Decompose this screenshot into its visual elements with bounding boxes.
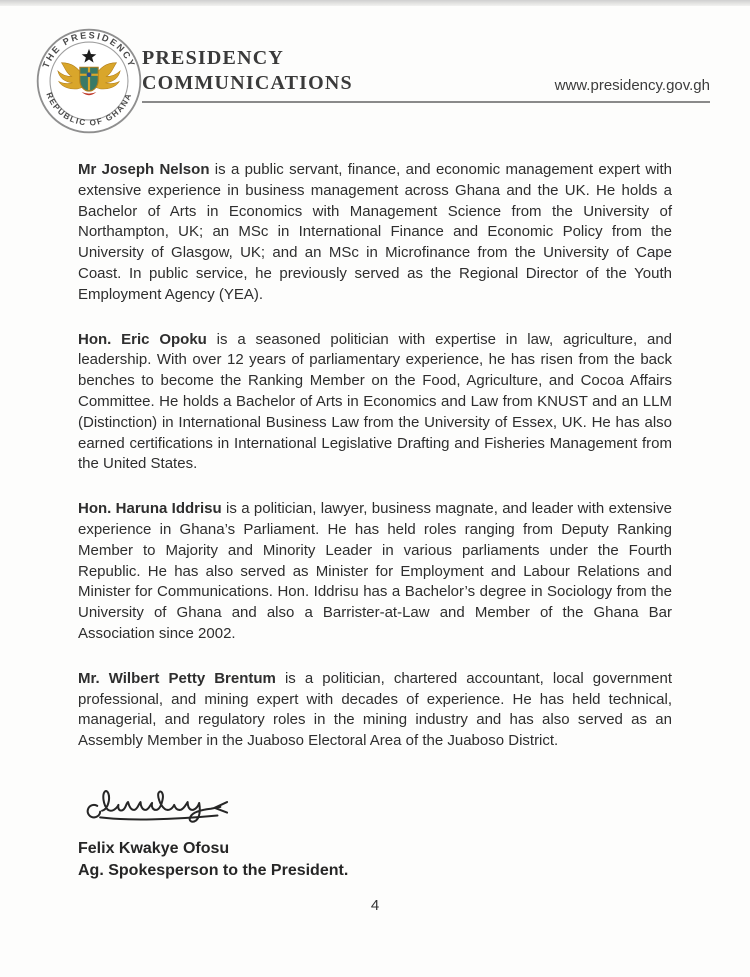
person-name: Hon. Haruna Iddrisu (78, 500, 222, 518)
brand-title (142, 46, 353, 96)
bio-text: is a politician, lawyer, business magnate, and leader with extensive experience in Ghana’s Parliament. He has held roles ranging from Deputy Ranking Member to Majority and Minority Leader in various parliaments under the Fourth Republic. He has also served as Minister for Employment and Labour Relations and Minister for Communications. Hon. Iddrisu has a Bachelor’s degree in Sociology from the University of Ghana and also a Barrister-at-Law and Member of the Ghana Bar Association since 2002. (78, 500, 672, 642)
seal-top-text: THE PRESIDENCY (40, 30, 138, 70)
bio-text: is a seasoned politician with expertise in law, agriculture, and leadership. With over 12 years of parliamentary experience, he has risen from the back benches to become the Ranking Member on the Food, Agriculture, and Cocoa Affairs Committee. He holds a Bachelor of Arts in Economics and Law from KNUST and an LLM (Distinction) in International Business Law from the University of Essex, UK. He has also earned certifications in International Legislative Drafting and Fisheries Management from the United States. (78, 330, 673, 473)
person-name: Hon. Eric Opoku (78, 330, 207, 348)
bio-paragraph-eric-opoku (78, 330, 672, 476)
seal-bottom-text: REPUBLIC OF GHANA (44, 91, 134, 128)
page-number: 4 (370, 897, 380, 914)
person-name: Mr. Wilbert Petty Brentum (78, 669, 276, 687)
bio-paragraph-haruna-iddrisu (78, 499, 672, 645)
letterhead (0, 0, 750, 160)
signature-block (78, 778, 672, 883)
signatory-name: Felix Kwakye Ofosu (78, 839, 230, 857)
presidency-seal-icon (34, 26, 144, 136)
brand-line-2: COMMUNICATIONS (142, 72, 353, 94)
header-text-block (142, 46, 710, 111)
bio-text: is a public servant, finance, and economic management expert with extensive experience in business management across Ghana and the UK. He holds a Bachelor of Arts in Economics with Management Science from the University of Northampton, UK; an MSc in International Finance and Economic Policy from the University of Glasgow, UK; and an MSc in Microfinance from the University of Cape Coast. In public service, he previously served as the Regional Director of the Youth Employment Agency (YEA). (78, 161, 672, 303)
handwritten-signature-icon (84, 778, 249, 828)
website-url: www.presidency.gov.gh (554, 77, 710, 94)
person-name: Mr Joseph Nelson (78, 161, 210, 178)
header-divider (142, 101, 710, 103)
bio-paragraph-joseph-nelson (78, 160, 672, 306)
bio-paragraph-wilbert-brentum (78, 669, 672, 752)
signatory-title: Ag. Spokesperson to the President. (78, 862, 349, 880)
bio-text: is a politician, chartered accountant, local government professional, and mining expert with decades of experience. He has held technical, managerial, and regulatory roles in the mining industry and has also served as an Assembly Member in the Juaboso Electoral Area of the Juaboso District. (78, 669, 672, 750)
document-body (78, 160, 672, 883)
brand-line-1: PRESIDENCY (142, 47, 285, 69)
